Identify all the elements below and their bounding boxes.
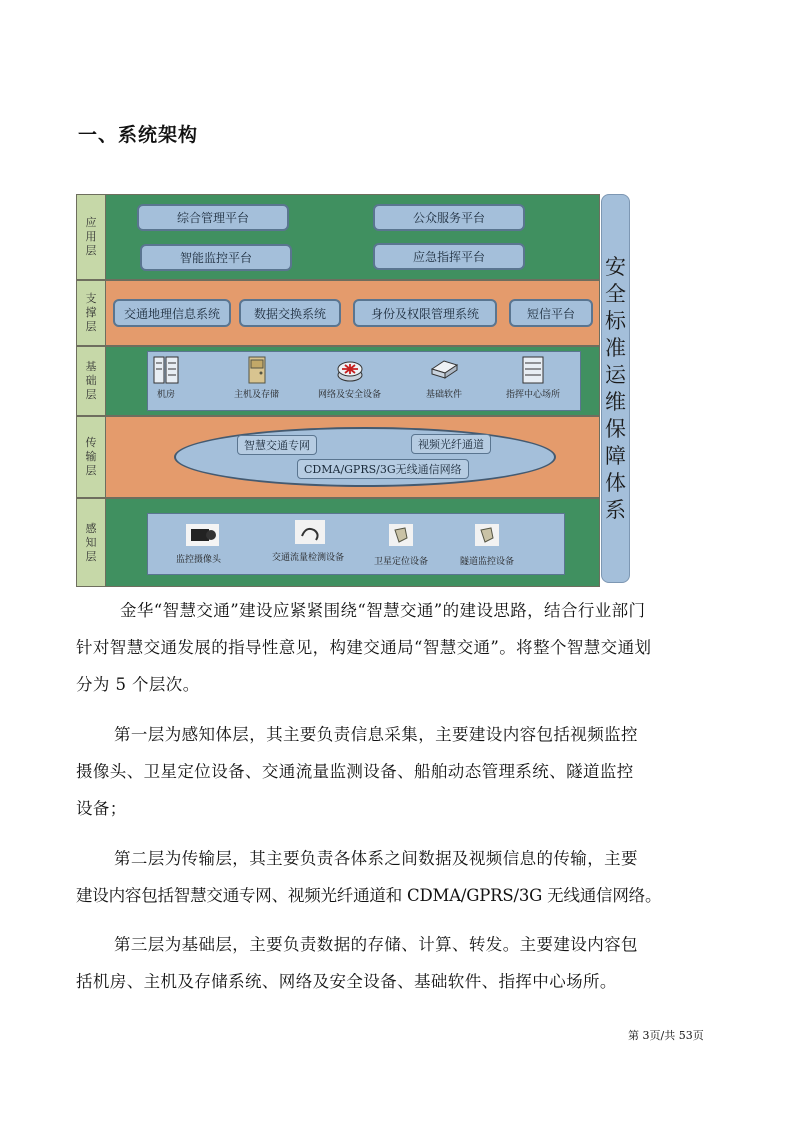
device-label: 网络及安全设备: [318, 390, 382, 400]
label-char: 层: [85, 549, 97, 563]
device-item: [506, 355, 560, 400]
platform-box: 智能监控平台: [140, 244, 292, 271]
network-tag: CDMA/GPRS/3G无线通信网络: [297, 459, 469, 479]
text-line: 第二层为传输层，其主要负责各体系之间数据及视频信息的传输，主要: [114, 849, 638, 868]
network-tag: 视频光纤通道: [411, 434, 491, 454]
support-layer-label: [77, 281, 106, 345]
device-label: 主机及存储: [234, 390, 280, 400]
network-tag: 智慧交通专网: [237, 435, 317, 455]
text-line: 分为 5 个层次。: [76, 675, 200, 694]
side-char: 保: [605, 416, 626, 441]
storage-cabinet-icon: [243, 355, 271, 385]
label-char: 用: [85, 230, 97, 243]
label-char: 撑: [85, 306, 97, 319]
device-label: 交通流量检测设备: [272, 553, 345, 563]
text-line: 针对智慧交通发展的指导性意见，构建交通局“智慧交通”。将整个智慧交通划: [76, 638, 652, 657]
text-line: 摄像头、卫星定位设备、交通流量监测设备、船舶动态管理系统、隧道监控: [76, 762, 634, 781]
device-item: [374, 522, 428, 567]
side-char: 维: [605, 389, 626, 414]
device-item: [424, 355, 464, 400]
text-line: 括机房、主机及存储系统、网络及安全设备、基础软件、指挥中心场所。: [76, 972, 617, 991]
server-rack-icon: [519, 355, 547, 385]
text-line: 第三层为基础层，主要负责数据的存储、计算、转发。主要建设内容包: [114, 935, 638, 954]
side-char: 准: [605, 335, 626, 360]
system-box: 数据交换系统: [239, 299, 341, 327]
text-line: 设备；: [76, 799, 127, 818]
application-layer-label: [77, 195, 106, 279]
paragraph-layer-2: [76, 840, 716, 914]
perception-panel: [147, 513, 565, 575]
side-char: 系: [605, 497, 626, 522]
platform-box: 应急指挥平台: [373, 243, 525, 270]
gps-device-icon: [387, 522, 415, 552]
paragraph-layer-3: [76, 926, 716, 1000]
label-char: 传: [85, 436, 97, 449]
router-icon: [336, 355, 364, 385]
camera-icon: [179, 520, 219, 550]
label-char: 应: [85, 216, 97, 229]
sensor-icon: [291, 518, 325, 548]
perception-layer-label: [77, 499, 106, 586]
side-char: 运: [605, 362, 626, 387]
platform-box: 综合管理平台: [137, 204, 289, 231]
device-label: 监控摄像头: [176, 555, 222, 565]
device-item: [460, 522, 514, 567]
device-label: 隧道监控设备: [460, 557, 515, 567]
label-char: 输: [85, 450, 97, 463]
foundation-layer-label: [77, 347, 106, 415]
label-char: 层: [85, 388, 97, 401]
page-number: 第 3页/共 53页: [628, 1029, 704, 1042]
label-char: 支: [85, 292, 97, 305]
device-label: 机房: [156, 390, 175, 400]
text-line: 第一层为感知体层，其主要负责信息采集，主要建设内容包括视频监控: [114, 725, 638, 744]
paragraph-intro: [76, 592, 716, 703]
server-rack-icon: [152, 355, 180, 385]
architecture-diagram: [76, 194, 630, 587]
side-char: 标: [605, 308, 626, 333]
device-item: [318, 355, 381, 400]
tunnel-monitor-icon: [473, 522, 501, 552]
security-standard-column: [601, 194, 630, 583]
platform-box: 公众服务平台: [373, 204, 525, 231]
system-box: 身份及权限管理系统: [353, 299, 497, 327]
device-item: [272, 518, 344, 563]
device-item: [176, 520, 221, 565]
section-heading: 一、系统架构: [78, 124, 199, 146]
device-label: 基础软件: [425, 390, 462, 400]
paragraph-layer-1: [76, 716, 716, 827]
system-box: 交通地理信息系统: [113, 299, 231, 327]
side-char: 全: [605, 281, 626, 306]
side-char: 安: [605, 254, 626, 279]
label-char: 层: [85, 244, 97, 257]
side-char: 体: [605, 470, 626, 495]
foundation-layer: [76, 346, 600, 416]
text-line: 金华“智慧交通”建设应紧紧围绕“智慧交通”的建设思路，结合行业部门: [120, 601, 646, 620]
support-layer: [76, 280, 600, 346]
transmission-layer-label: [77, 417, 106, 497]
device-label: 指挥中心场所: [506, 390, 561, 400]
device-item: [234, 355, 279, 400]
foundation-panel: [147, 351, 581, 411]
label-char: 感: [85, 521, 97, 535]
switch-icon: [424, 355, 464, 385]
device-label: 卫星定位设备: [374, 557, 429, 567]
label-char: 知: [85, 535, 97, 549]
label-char: 层: [85, 320, 97, 333]
device-item: [152, 355, 180, 400]
side-char: 障: [605, 443, 626, 468]
application-layer: [76, 194, 600, 280]
label-char: 层: [85, 464, 97, 477]
label-char: 基: [85, 360, 97, 373]
label-char: 础: [85, 374, 97, 387]
transmission-layer: [76, 416, 600, 498]
system-box: 短信平台: [509, 299, 593, 327]
text-line: 建设内容包括智慧交通专网、视频光纤通道和 CDMA/GPRS/3G 无线通信网络。: [76, 886, 662, 905]
perception-layer: [76, 498, 600, 587]
